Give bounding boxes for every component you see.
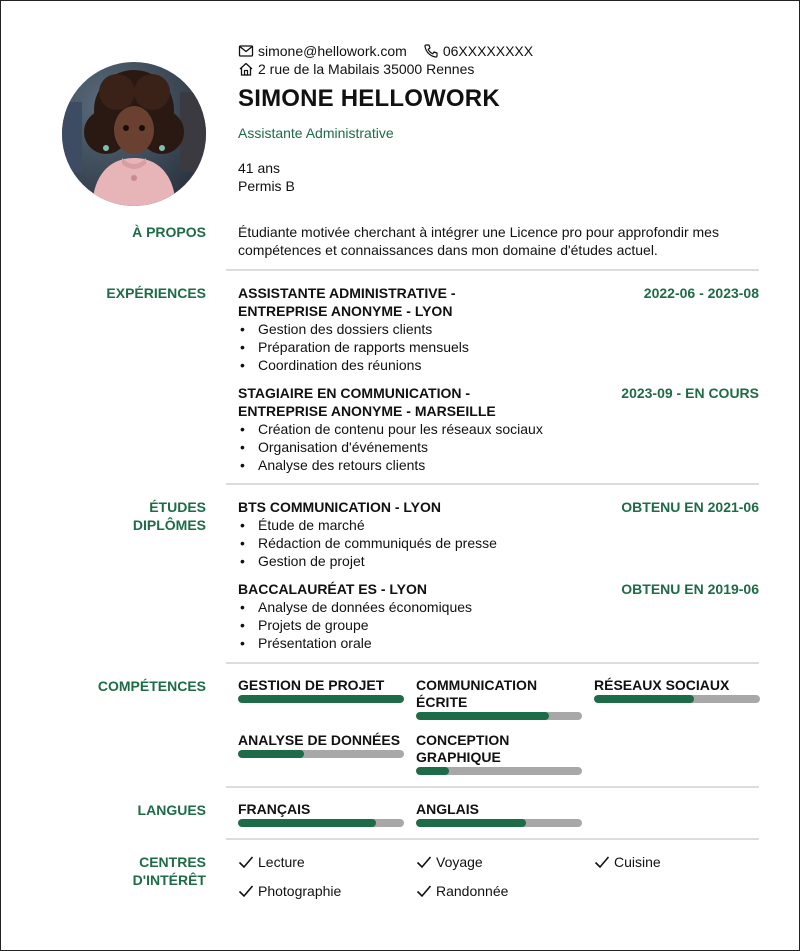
skill-name: RÉSEAUX SOCIAUX	[594, 677, 730, 693]
divider	[226, 786, 759, 788]
divider	[226, 662, 759, 664]
list-item: • Rédaction de communiqués de presse	[258, 534, 759, 552]
skill-bar-fill	[416, 767, 449, 775]
divider	[226, 269, 759, 271]
phone-text[interactable]: 06XXXXXXXX	[442, 43, 534, 59]
skill-bar	[238, 695, 404, 703]
language-item	[238, 801, 404, 827]
skill-bar-fill	[594, 695, 694, 703]
interest-item	[416, 853, 483, 871]
address-item	[238, 60, 474, 78]
section-label-interests: CENTRES D'INTÉRÊT	[132, 854, 206, 888]
skill-name: CONCEPTION GRAPHIQUE	[416, 732, 510, 765]
skill-item	[238, 677, 404, 703]
interest-label: Photographie	[258, 883, 342, 899]
language-name: FRANÇAIS	[238, 801, 311, 817]
skill-item	[416, 732, 582, 775]
experience-date: 2023-09 - EN COURS	[621, 385, 759, 401]
education-date: OBTENU EN 2021-06	[621, 499, 759, 515]
interest-item	[238, 882, 341, 900]
list-item: • Coordination des réunions	[258, 356, 759, 374]
job-title: Assistante Administrative	[238, 125, 394, 141]
skill-bar	[594, 695, 760, 703]
section-label-about: À PROPOS	[132, 224, 206, 240]
experience-tasks	[238, 320, 759, 374]
education-list	[238, 498, 759, 662]
personal-info	[238, 159, 295, 195]
driving-license: Permis B	[238, 178, 295, 194]
education-topics	[238, 598, 759, 652]
skill-name: ANALYSE DE DONNÉES	[238, 732, 401, 748]
list-item: • Gestion de projet	[258, 552, 759, 570]
mail-icon	[238, 43, 254, 59]
experience-title: ASSISTANTE ADMINISTRATIVE - ENTREPRISE ANONYME - LYON	[238, 285, 456, 319]
check-icon	[416, 884, 432, 898]
list-item: • Gestion des dossiers clients	[258, 320, 759, 338]
list-item: • Organisation d'événements	[258, 438, 759, 456]
education-entry	[238, 580, 759, 652]
age: 41 ans	[238, 160, 281, 176]
skill-bar-fill	[238, 750, 304, 758]
list-item: • Analyse de données économiques	[258, 598, 759, 616]
list-item: • Étude de marché	[258, 516, 759, 534]
education-title: BACCALAURÉAT ES - LYON	[238, 581, 428, 597]
phone-icon	[423, 43, 439, 59]
language-item	[416, 801, 582, 827]
contact-block	[238, 42, 549, 78]
skill-name: COMMUNICATION ÉCRITE	[416, 677, 538, 710]
experience-date: 2022-06 - 2023-08	[643, 285, 759, 301]
list-item: • Préparation de rapports mensuels	[258, 338, 759, 356]
check-icon	[238, 884, 254, 898]
section-label-languages: LANGUES	[137, 802, 206, 818]
profile-photo	[62, 62, 206, 206]
education-entry	[238, 498, 759, 570]
interest-label: Cuisine	[614, 854, 661, 870]
education-date: OBTENU EN 2019-06	[621, 581, 759, 597]
address-text: 2 rue de la Mabilais 35000 Rennes	[258, 61, 475, 77]
skill-bar	[416, 767, 582, 775]
language-bar-fill	[238, 819, 376, 827]
list-item: • Projets de groupe	[258, 616, 759, 634]
list-item: • Création de contenu pour les réseaux sociaux	[258, 420, 759, 438]
experience-tasks	[238, 420, 759, 474]
skill-item	[416, 677, 582, 720]
skill-item	[238, 732, 404, 758]
experience-entry	[238, 284, 759, 374]
language-bar	[416, 819, 582, 827]
interests-grid	[238, 853, 759, 903]
check-icon	[416, 855, 432, 869]
skill-name: GESTION DE PROJET	[238, 677, 385, 693]
list-item: • Analyse des retours clients	[258, 456, 759, 474]
section-label-education: ÉTUDES DIPLÔMES	[132, 499, 206, 533]
skill-item	[594, 677, 760, 703]
section-label-skills: COMPÉTENCES	[97, 678, 206, 694]
divider	[226, 838, 759, 840]
phone-item[interactable]	[423, 42, 533, 60]
experience-entry	[238, 384, 759, 474]
divider	[226, 483, 759, 485]
language-bar-fill	[416, 819, 526, 827]
interest-item	[594, 853, 661, 871]
email-item[interactable]	[238, 42, 407, 60]
interest-label: Voyage	[436, 854, 483, 870]
full-name: SIMONE HELLOWORK	[238, 85, 500, 112]
email-text[interactable]: simone@hellowork.com	[258, 43, 407, 59]
check-icon	[238, 855, 254, 869]
education-topics	[238, 516, 759, 570]
skill-bar-fill	[416, 712, 549, 720]
section-label-experiences: EXPÉRIENCES	[106, 285, 206, 301]
interest-item	[416, 882, 508, 900]
check-icon	[594, 855, 610, 869]
interest-label: Lecture	[258, 854, 305, 870]
avatar	[62, 62, 206, 206]
home-icon	[238, 61, 254, 77]
about-text: Étudiante motivée cherchant à intégrer une Licence pro pour approfondir mes compétences et connaissances dans mon domaine d'études actuel.	[238, 224, 719, 258]
experiences-list	[238, 284, 759, 484]
language-name: ANGLAIS	[416, 801, 479, 817]
experience-title: STAGIAIRE EN COMMUNICATION - ENTREPRISE ANONYME - MARSEILLE	[238, 385, 496, 419]
skill-bar	[238, 750, 404, 758]
language-bar	[238, 819, 404, 827]
education-title: BTS COMMUNICATION - LYON	[238, 499, 441, 515]
interest-item	[238, 853, 305, 871]
skill-bar	[416, 712, 582, 720]
interest-label: Randonnée	[436, 883, 509, 899]
list-item: • Présentation orale	[258, 634, 759, 652]
skill-bar-fill	[238, 695, 404, 703]
